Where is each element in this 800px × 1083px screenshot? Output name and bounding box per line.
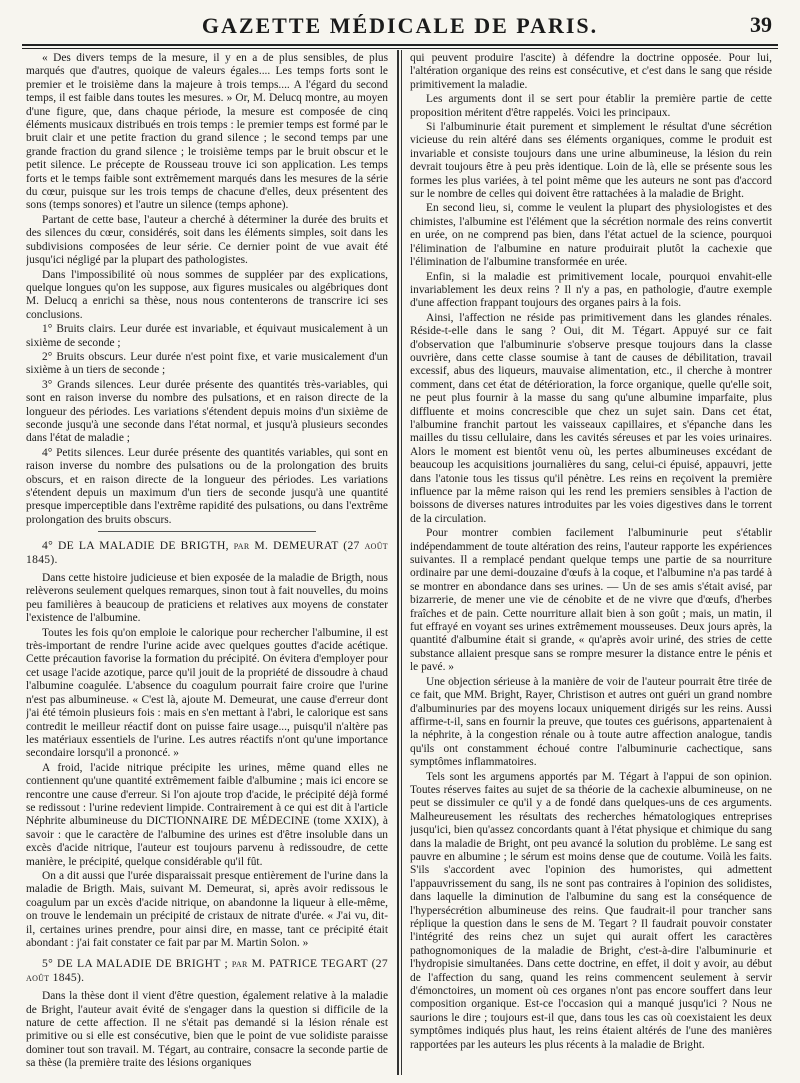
- paragraph: Si l'albuminurie était purement et simplement le résultat d'une sécrétion vicieuse du rein altéré dans ses éléments organiques, comme le produit est invariable et consiste toujours dans une urine albumineuse, la lésion du rein devrait toujours être à peu près identique. Loin de là, elle se présente sous les formes les plus variées, à tel point même que les auteurs ne sont pas d'accord sur le nombre de celles qui doivent être rattachées à la maladie de Bright.: [410, 121, 772, 201]
- section-heading: 4° DE LA MALADIE DE BRIGTH, par M. DEMEURAT (27 août 1845).: [26, 539, 388, 566]
- paragraph: On a dit aussi que l'urée disparaissait presque entièrement de l'urine dans la maladie de Brigth. Mais, suivant M. Demeurat, si, après avoir redissous le coagulum par un excès d'acide nitrique, on abandonne la liqueur à elle-même, on trouve le lendemain un précipité de cristaux de nitrate d'urée. « J'ai vu, dit-il, certaines urines prendre, pour ainsi dire, en masse, tant ce précipité était abondant : j'ai fait constater ce fait par par M. Martin Solon. »: [26, 869, 388, 949]
- paragraph: Dans l'impossibilité où nous sommes de suppléer par des explications, quelque longues qu'on les suppose, aux figures musicales ou algébriques dont M. Delucq a enrichi sa thèse, nous nous contenterons de transcrire ici ses conclusions.: [26, 268, 388, 321]
- conclusion-item: 2° Bruits obscurs. Leur durée n'est point fixe, et varie musicalement d'un sixième à un tiers de seconde ;: [26, 350, 388, 377]
- paragraph: Partant de cette base, l'auteur a cherché à déterminer la durée des bruits et des silences du cœur, considérés, soit dans les éléments simples, soit dans les subdivisions composées de leur série. Ce dernier point de vue avait été jusqu'ici négligé par la plupart des pathologistes.: [26, 213, 388, 267]
- left-column: [26, 52, 388, 1075]
- page-header: [22, 12, 778, 40]
- paragraph: « Des divers temps de la mesure, il y en a de plus sensibles, de plus marqués que d'autres, quoique de valeurs égales.... Les temps forts sont le premier et le troisième dans la majeure à trois temps.... A l'égard du second temps, il est faible dans toutes les mesures. » Or, M. Delucq montre, au moyen d'une figure, que, dans chaque période, la mesure est composée de cinq éléments musicaux distribués en trois temps : le premier temps est formé par le bruit clair et une petite fraction du grand silence ; le second temps par une grande fraction du grand silence ; le troisième temps par le bruit obscur et le petit silence. Le précepte de Rousseau trouve ici son application. Les temps forts et le temps faible sont extrêmement marqués dans les mesures de la série du cœur, puisque sur les trois temps de chacune d'elles, deux présentent des sons (temps sonores) et l'autre un silence (temps aphone).: [26, 52, 388, 212]
- paragraph: Ainsi, l'affection ne réside pas primitivement dans les glandes rénales. Réside-t-elle dans le sang ? Oui, dit M. Tégart. Appuyé sur ce fait d'observation que l'albuminurie s'observe presque toujours dans la classe ouvrière, dans cette classe soumise à tant de causes de débilitation, travail excessif, abus des liqueurs, mauvaise alimentation, etc., il cherche à montrer comment, dans cet état de détérioration, la force organique, quelle qu'elle soit, ne peut plus fournir à la masse du sang qu'une albumine imparfaite, plus diffluente et moins concrescible que chez un sujet sain. Dans cet état, l'albumine franchit partout les vaisseaux capillaires, et s'épanche dans les mailles du tissu cellulaire, dans les cavités séreuses et par les voies urinaires. Alors le moment est bientôt venu où, les pertes albumineuses excédant de beaucoup les acquisitions journalières du sang, celui-ci épuisé, appauvri, jette dans l'atonie tous les tissus qu'il pénètre. Les reins en reçoivent la première influence par la même raison qui les rend les premiers sensibles à l'action de boissons de diverses natures introduites par les voies digestives dans le torrent de la circulation.: [410, 311, 772, 525]
- paragraph: qui peuvent produire l'ascite) à défendre la doctrine opposée. Pour lui, l'altération organique des reins est consécutive, et c'est dans le sang que réside primitivement la maladie.: [410, 52, 772, 91]
- paragraph: Pour montrer combien facilement l'albuminurie peut s'établir indépendamment de toute altération des reins, l'auteur rapporte les expériences suivantes. Il a remplacé pendant quelque temps une partie de sa nourriture ordinaire par une demi-douzaine d'œufs à la coque, et l'albumine n'a pas tardé à se montrer en abondance dans ses urines. — Un de ses amis s'était avisé, par bizarrerie, de mener une vie de cénobite et de ne vivre que d'œufs, d'herbes fraîches et de pain. Cette nourriture allait bien à son goût ; mais, un matin, il fut effrayé en voyant ses urines extrêmement mousseuses. Deux jours après, la quantité d'albumine était si grande, « qu'après avoir uriné, des stries de cette substance allaient presque sans se rompre mesurer la distance entre le pénis et le pavé. »: [410, 527, 772, 674]
- right-column: [410, 52, 772, 1075]
- column-divider-thin: [401, 50, 402, 1075]
- paragraph: Dans la thèse dont il vient d'être question, également relative à la maladie de Bright, l'auteur avait évité de s'engager dans la question si difficile de la nature de cette affection. Il ne s'était pas demandé si la lésion rénale est primitive ou si elle est consécutive, bien que le point de vue solidiste paraisse dominer tout son travail. M. Tégart, au contraire, consacre la seconde partie de sa thèse (la première traite des lésions organiques: [26, 990, 388, 1070]
- header-rule: [22, 44, 778, 46]
- paragraph: Toutes les fois qu'on emploie le calorique pour rechercher l'albumine, il est très-important de rendre l'urine acide avec quelques gouttes d'acide acétique. Cette précaution favorise la formation du précipité. On évitera d'employer pour cet usage l'acide azotique, parce qu'il jouit de la propriété de dissoudre à chaud l'albumine coagulée. L'absence du coagulum pourrait faire croire que l'urine n'est pas albumineuse. « C'est là, ajoute M. Demeurat, une cause d'erreur dont j'ai été témoin plusieurs fois : mais en s'en mettant à l'abri, le calorique est sans contredit le meilleur réactif dont on puisse faire usage..., puisqu'il n'altère pas les matériaux essentiels de l'urine. Les autres réactifs n'ont qu'une importance secondaire lorsqu'il a prononcé. »: [26, 626, 388, 760]
- paragraph: A froid, l'acide nitrique précipite les urines, même quand elles ne contiennent qu'une quantité extrêmement faible d'albumine ; mais ici encore se rencontre une cause d'erreur. Si l'on ajoute trop d'acide, le précipité déjà formé se redissout : l'urine redevient limpide. Contrairement à ce qui est dit à l'article Néphrite albumineuse du DICTIONNAIRE DE MÉDECINE (tome XXIX), à savoir : que le caractère de l'albumine des urines est d'être insoluble dans un excès d'acide nitrique, l'auteur est toujours parvenu à redissoudre, de cette manière, le précipité, quelque considérable qu'il fût.: [26, 761, 388, 868]
- paragraph: Tels sont les argumens apportés par M. Tégart à l'appui de son opinion. Toutes réserves faites au sujet de sa théorie de la cachexie albumineuse, on ne peut se dissimuler ce qu'il y a de fondé dans quelques-uns de ces arguments. Malheureusement les résultats des recherches hématologiques entreprises jusqu'ici, bien qu'assez concordants quant à l'état physique et chimique du sang dans la maladie de Bright, ont peu avancé la solution du problème. Le sang est pauvre en albumine ; le sérum est moins dense que de coutume. Voilà les faits. S'ils s'accordent avec l'opinion des humoristes, qui admettent l'appauvrissement du sang, ils ne sont pas contraires à l'opinion des solidistes, dans laquelle la diminution de l'albumine du sang est la conséquence de l'hypersécrétion albumineuse des reins. Que faudrait-il pour trancher sans réplique la question dans le sens de M. Tegart ? Il faudrait pouvoir constater l'intégrité des reins chez un sujet qui aurait offert les caractères pathognomoniques de la maladie de Bright, c'est-à-dire l'albuminurie et l'hydropisie simultanées. Dans cette doctrine, en effet, il doit y avoir, au début de l'affection du sang, quand les reins commencent seulement à servir d'émonctoires, un moment où ces organes n'ont pas encore souffert dans leur composition organique. Est-ce l'occasion qui a manqué jusqu'ici ? Nous ne saurions le dire ; toujours est-il que, dans tous les cas où coexistaient les deux symptômes indiqués plus haut, les reins étaient altérés de l'une des manières rapportées par les auteurs les plus récents à la maladie de Bright.: [410, 770, 772, 1051]
- paragraph: Dans cette histoire judicieuse et bien exposée de la maladie de Brigth, nous relèverons seulement quelques remarques, sinon tout à fait nouvelles, du moins peu familières à beaucoup de praticiens et relatives aux moyens de constater l'existence de l'albumine.: [26, 572, 388, 625]
- conclusion-item: 4° Petits silences. Leur durée présente des quantités variables, qui sont en raison inverse du nombre des pulsations ou de la prolongation des bruits obscurs, et en raison directe de la longueur des périodes. Les variations s'étendent depuis un maximum d'un tiers de seconde jusqu'à une quantité presque imperceptible dans l'extrême rapidité des pulsations, ou dans l'extrême prolongation des bruits obscurs.: [26, 446, 388, 526]
- paragraph: Enfin, si la maladie est primitivement locale, pourquoi envahit-elle invariablement les deux reins ? Il n'y a pas, en pathologie, d'autre exemple d'une affection frappant toujours des organes pairs à la fois.: [410, 270, 772, 310]
- paragraph: En second lieu, si, comme le veulent la plupart des physiologistes et des chimistes, l'albumine est l'élément que la sécrétion normale des reins convertit en urée, on ne comprend pas bien, dans l'état actuel de la science, pourquoi l'élimination de l'albumine en nature produirait plutôt la cachexie que l'élimination de l'albumine transformée en urée.: [410, 202, 772, 269]
- section-divider: [98, 531, 315, 532]
- paragraph: Une objection sérieuse à la manière de voir de l'auteur pourrait être tirée de ce fait, que MM. Bright, Rayer, Christison et autres ont guéri un grand nombre d'albuminuries par des moyens locaux uniquement dirigés sur les reins. Aussi affirme-t-il, sans en fournir la preuve, que toutes ces guérisons, appartenaient à la néphrite, à la congestion rénale ou à toute autre affection analogue, tandis qu'ils ont constamment échoué contre l'albuminurie cachectique, sans symptômes inflammatoires.: [410, 675, 772, 769]
- conclusion-item: 3° Grands silences. Leur durée présente des quantités très-variables, qui sont en raison inverse du nombre des pulsations, et en raison directe de la longueur des périodes. Les variations s'étendent depuis moins d'un sixième de seconde jusqu'à une seconde dans l'état normal, et jusqu'à plusieurs secondes dans l'état de maladie ;: [26, 378, 388, 445]
- paragraph: Les arguments dont il se sert pour établir la première partie de cette proposition méritent d'être rappelés. Voici les principaux.: [410, 93, 772, 119]
- page-number: 39: [750, 12, 772, 37]
- header-rule-thin: [22, 48, 778, 49]
- conclusion-item: 1° Bruits clairs. Leur durée est invariable, et équivaut musicalement à un sixième de seconde ;: [26, 323, 388, 349]
- section-heading: 5° DE LA MALADIE DE BRIGHT ; par M. PATRICE TEGART (27 août 1845).: [26, 957, 388, 984]
- column-divider: [397, 50, 399, 1075]
- journal-title: GAZETTE MÉDICALE DE PARIS.: [201, 13, 599, 38]
